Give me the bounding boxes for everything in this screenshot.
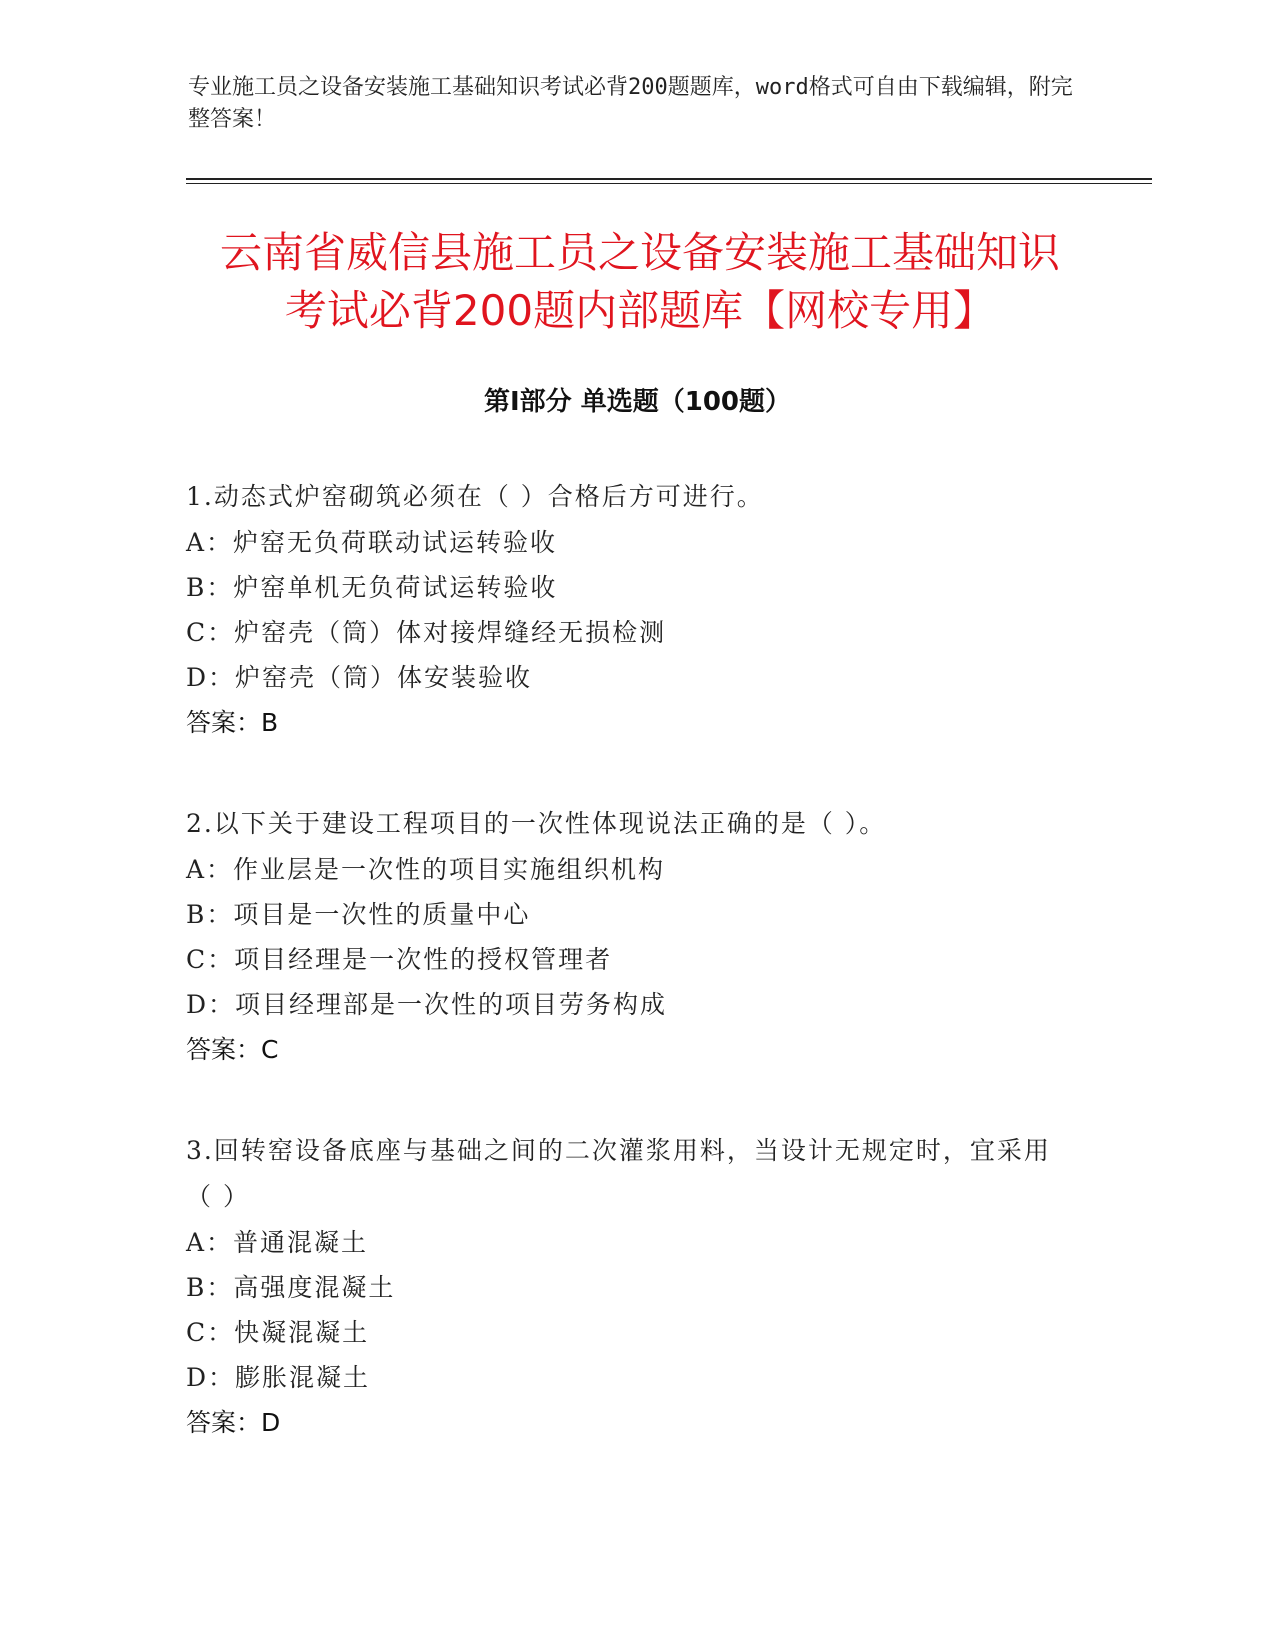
question-item bbox=[186, 1128, 1066, 1445]
option-c: C：项目经理是一次性的授权管理者 bbox=[186, 945, 613, 974]
question-stem: 3.回转窑设备底座与基础之间的二次灌浆用料，当设计无规定时，宜采用（ ） bbox=[186, 1136, 1051, 1211]
option-c: C：炉窑壳（筒）体对接焊缝经无损检测 bbox=[186, 618, 667, 647]
option-d: D：膨胀混凝土 bbox=[186, 1363, 371, 1392]
option-b: B：炉窑单机无负荷试运转验收 bbox=[186, 573, 558, 602]
option-d: D：炉窑壳（筒）体安装验收 bbox=[186, 663, 533, 692]
document-title: 云南省威信县施工员之设备安装施工基础知识考试必背200题内部题库【网校专用】 bbox=[219, 228, 1060, 335]
question-item bbox=[186, 474, 1066, 745]
question-list bbox=[186, 474, 1066, 1501]
option-a: A：普通混凝土 bbox=[186, 1228, 369, 1257]
answer-line: 答案：C bbox=[186, 1035, 279, 1064]
option-d: D：项目经理部是一次性的项目劳务构成 bbox=[186, 990, 668, 1019]
option-a: A：炉窑无负荷联动试运转验收 bbox=[186, 528, 558, 557]
header-note: 专业施工员之设备安装施工基础知识考试必背200题题库，word格式可自由下载编辑，附完整答案！ bbox=[188, 75, 1073, 132]
answer-line: 答案：B bbox=[186, 708, 279, 737]
section-heading: 第Ⅰ部分 单选题（100题） bbox=[484, 387, 791, 417]
option-a: A：作业层是一次性的项目实施组织机构 bbox=[186, 855, 666, 884]
option-c: C：快凝混凝土 bbox=[186, 1318, 370, 1347]
header-rule-thin bbox=[186, 183, 1152, 184]
option-b: B：高强度混凝土 bbox=[186, 1273, 396, 1302]
question-stem: 1.动态式炉窑砌筑必须在（ ）合格后方可进行。 bbox=[186, 482, 764, 511]
option-b: B：项目是一次性的质量中心 bbox=[186, 900, 531, 929]
question-stem: 2.以下关于建设工程项目的一次性体现说法正确的是（ ）。 bbox=[186, 809, 887, 838]
question-item bbox=[186, 801, 1066, 1072]
header-rule-thick bbox=[186, 178, 1152, 180]
answer-line: 答案：D bbox=[186, 1408, 281, 1437]
